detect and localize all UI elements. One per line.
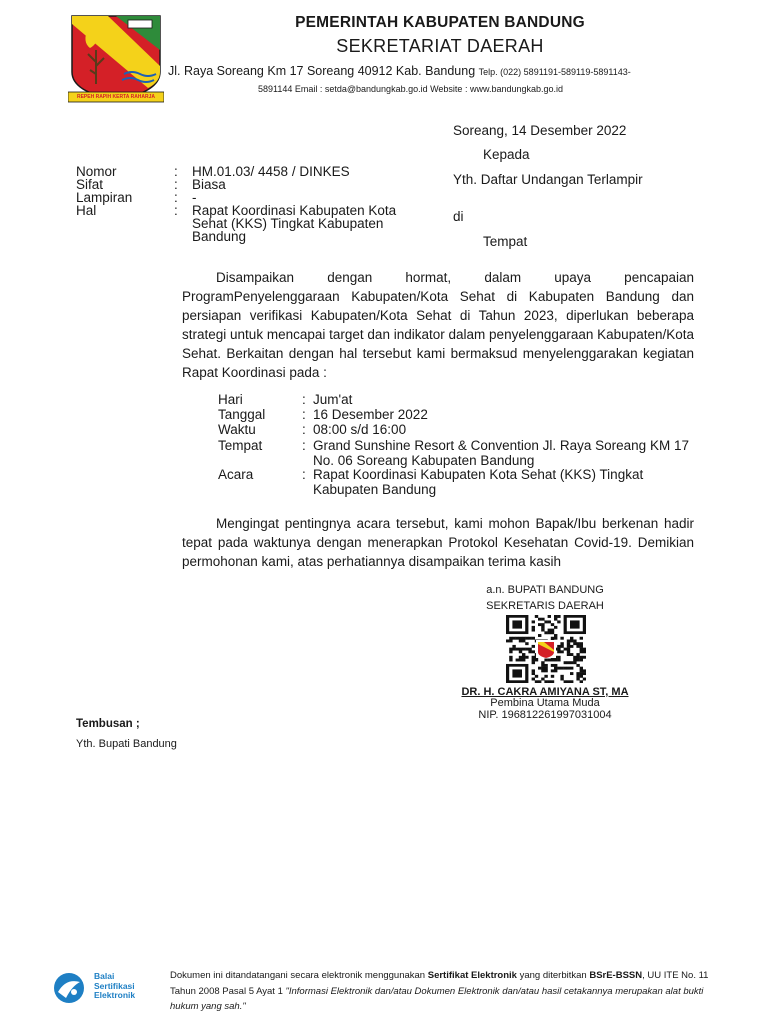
bsre-logo-text: [94, 972, 135, 1001]
date-place: Soreang, 14 Desember 2022: [453, 123, 627, 138]
meta-label: Sifat: [76, 177, 104, 192]
address-street: Jl. Raya Soreang Km 17 Soreang 40912 Kab. Bandung: [168, 64, 476, 78]
meta-row-sifat: [0, 178, 430, 192]
government-name: PEMERINTAH KABUPATEN BANDUNG: [295, 14, 585, 31]
detail-value: Jum'at: [313, 392, 353, 407]
bandung-regency-emblem-icon: [68, 14, 164, 106]
notice-text: , UU ITE No. 11 Tahun 2008 Pasal 5 Ayat 1: [170, 970, 709, 997]
signature-qr-code-icon: [506, 615, 586, 683]
detail-colon: :: [302, 438, 306, 453]
body-paragraph-2-text: Mengingat pentingnya acara tersebut, kami mohon Bapak/Ibu berkenan hadir tepat pada waktunya dengan menerapkan Protokol Kesehatan Covid-19. Demikian permohonan kami, atas perhatiannya disampaikan terima kasih: [182, 516, 694, 569]
detail-row-acara: [0, 467, 700, 497]
detail-value: 08:00 s/d 16:00: [313, 422, 407, 437]
meta-label: Hal: [76, 203, 97, 218]
recipient-name: Yth. Daftar Undangan Terlampir: [453, 172, 643, 187]
office-address: [168, 64, 631, 78]
detail-row-tanggal: [0, 407, 700, 423]
body-paragraph-1: [182, 268, 694, 382]
meta-colon: :: [174, 190, 178, 205]
notice-certificate: Sertifikat Elektronik: [427, 970, 517, 981]
meta-colon: :: [174, 203, 178, 218]
logo-motto-ribbon: REPEH RAPIH KERTA RAHARJA: [76, 94, 156, 100]
meta-value: Rapat Koordinasi Kabupaten Kota Sehat (KKS) Tingkat Kabupaten Bandung: [192, 203, 397, 244]
body-paragraph-1-text: Disampaikan dengan hormat, dalam upaya pencapaian ProgramPenyelenggaraan Kabupaten/Kota Sehat di Kabupaten Bandung dan persiapan verifikasi Kabupaten/Kota Sehat di Tahun 2023, diperlukan beberapa strategi untuk mencapai target dan indikator dalam penyelenggaraan Kabupaten/Kota Sehat. Berkaitan dengan hal tersebut kami bermaksud menyelenggarakan kegiatan Rapat Koordinasi pada :: [182, 270, 694, 380]
recipient-tempat: Tempat: [483, 234, 528, 249]
meta-colon: :: [174, 164, 178, 179]
bsre-certification-logo-icon: [52, 970, 86, 1006]
office-name: SEKRETARIAT DAERAH: [336, 36, 544, 56]
detail-label: Tempat: [218, 438, 263, 453]
signatory-rank: Pembina Utama Muda: [490, 697, 600, 709]
recipient-kepada: Kepada: [483, 147, 530, 162]
signature-position: SEKRETARIS DAERAH: [486, 600, 604, 612]
detail-colon: :: [302, 392, 306, 407]
meta-colon: :: [174, 177, 178, 192]
notice-text: yang diterbitkan: [516, 970, 590, 981]
bsre-line: Elektronik: [94, 990, 136, 1000]
address-phone: Telp. (022) 5891191-589119-5891143-: [478, 67, 631, 77]
recipient-di: di: [453, 209, 464, 224]
signatory-name: DR. H. CAKRA AMIYANA ST, MA: [461, 686, 629, 698]
meta-label: Lampiran: [76, 190, 133, 205]
signature-on-behalf: a.n. BUPATI BANDUNG: [486, 584, 604, 596]
meta-value: -: [192, 190, 197, 205]
notice-quote: "Informasi Elektronik dan/atau Dokumen Elektronik dan/atau hasil cetakannya merupakan alat bukti hukum yang sah.": [170, 985, 704, 1012]
detail-colon: :: [302, 467, 306, 482]
electronic-signature-notice: [170, 968, 716, 1015]
detail-value: Rapat Koordinasi Kabupaten Kota Sehat (KKS) Tingkat Kabupaten Bandung: [313, 467, 644, 497]
notice-text: Dokumen ini ditandatangani secara elektronik menggunakan: [170, 970, 428, 981]
bsre-line: Sertifikasi: [94, 980, 135, 991]
detail-label: Waktu: [218, 422, 256, 437]
signatory-nip: NIP. 196812261997031004: [478, 709, 612, 721]
detail-value: Grand Sunshine Resort & Convention Jl. Raya Soreang KM 17 No. 06 Soreang Kabupaten Bandung: [313, 438, 689, 468]
bsre-line: Balai: [94, 971, 115, 981]
detail-label: Tanggal: [218, 407, 266, 422]
detail-label: Hari: [218, 392, 243, 407]
detail-row-hari: [0, 392, 700, 408]
detail-colon: :: [302, 422, 306, 437]
office-contact: 5891144 Email : setda@bandungkab.go.id Website : www.bandungkab.go.id: [258, 84, 564, 94]
meta-value: Biasa: [192, 177, 226, 192]
meta-label: Nomor: [76, 164, 117, 179]
detail-row-tempat: [0, 438, 700, 468]
tembusan-item: Yth. Bupati Bandung: [76, 738, 177, 750]
meta-value: HM.01.03/ 4458 / DINKES: [192, 164, 350, 179]
notice-issuer: BSrE-BSSN: [589, 970, 643, 981]
detail-value: 16 Desember 2022: [313, 407, 428, 422]
detail-row-waktu: [0, 422, 700, 438]
tembusan-title: Tembusan ;: [76, 718, 140, 730]
meta-row-hal: [0, 204, 430, 244]
body-paragraph-2: [182, 514, 694, 571]
detail-label: Acara: [218, 467, 254, 482]
detail-colon: :: [302, 407, 306, 422]
